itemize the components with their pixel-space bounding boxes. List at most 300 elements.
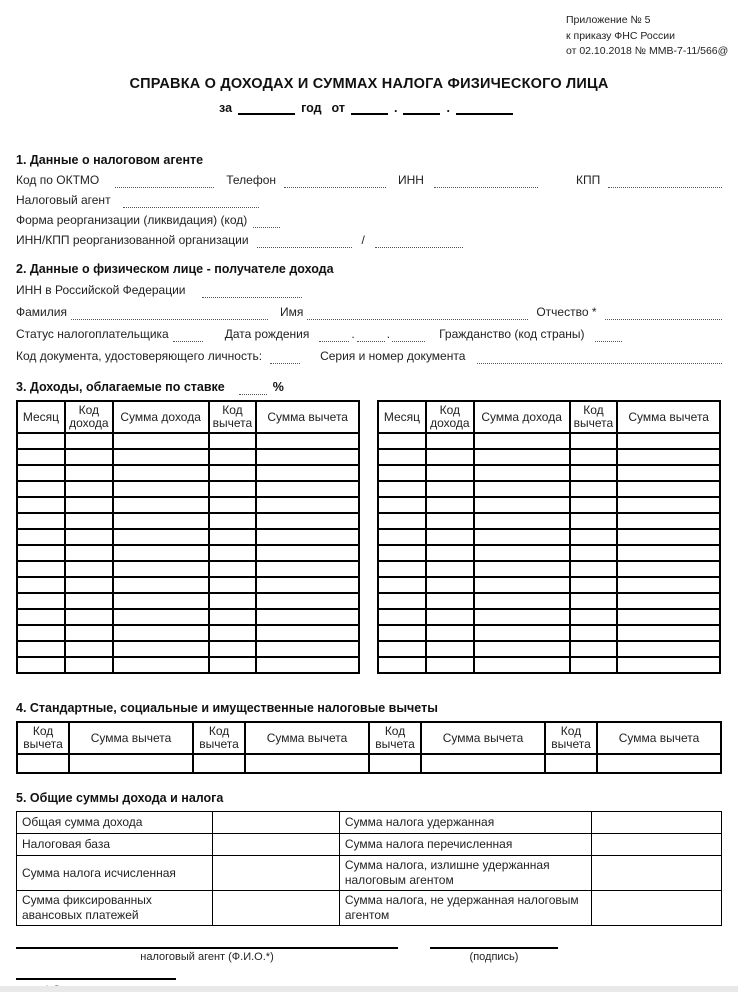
table-row — [17, 545, 359, 561]
empty-cell — [378, 481, 426, 497]
empty-cell — [570, 625, 618, 641]
empty-cell — [474, 449, 570, 465]
col-income-sum: Сумма дохода — [474, 401, 570, 433]
empty-cell — [474, 545, 570, 561]
form-period-line — [16, 101, 722, 115]
empty-cell — [65, 641, 113, 657]
empty-cell — [426, 593, 474, 609]
col-deduct-code: Код вычета — [209, 401, 257, 433]
date-dot: . — [446, 101, 450, 115]
col-deduct-code: Код вычета — [545, 722, 597, 754]
empty-cell — [17, 497, 65, 513]
empty-cell — [426, 529, 474, 545]
empty-cell — [65, 433, 113, 449]
label-citizenship: Гражданство (код страны) — [439, 327, 585, 341]
date-dot: . — [393, 101, 398, 115]
empty-cell — [378, 561, 426, 577]
col-deduct-code: Код вычета — [570, 401, 618, 433]
section3-heading: 3. Доходы, облагаемые по ставке — [16, 380, 225, 394]
empty-cell — [570, 609, 618, 625]
blank-doc-number — [477, 353, 722, 364]
empty-cell — [617, 513, 720, 529]
empty-cell — [570, 497, 618, 513]
empty-cell — [617, 577, 720, 593]
empty-cell — [209, 465, 257, 481]
footnote-rule — [16, 978, 176, 980]
col-deduct-sum: Сумма вычета — [421, 722, 545, 754]
section1-heading: 1. Данные о налоговом агенте — [16, 153, 204, 167]
field-row — [16, 173, 722, 188]
empty-cell — [17, 625, 65, 641]
empty-cell — [212, 812, 339, 834]
empty-cell — [474, 609, 570, 625]
empty-cell — [570, 449, 618, 465]
label-doc-code: Код документа, удостоверяющего личность: — [16, 349, 263, 363]
empty-cell — [17, 465, 65, 481]
empty-cell — [426, 481, 474, 497]
table-row — [17, 513, 359, 529]
empty-cell — [426, 625, 474, 641]
section4-heading: 4. Стандартные, социальные и имущественные налоговые вычеты — [16, 701, 438, 715]
empty-cell — [256, 529, 359, 545]
table-row — [17, 625, 359, 641]
empty-cell — [113, 561, 209, 577]
total-label: Сумма налога, не удержанная налоговым агентом — [339, 891, 591, 926]
total-label: Сумма налога перечисленная — [339, 834, 591, 856]
empty-cell — [378, 545, 426, 561]
label-reorg-innkpp: ИНН/КПП реорганизованной организации — [16, 233, 249, 247]
label-ot: от — [331, 101, 345, 115]
col-income-code: Код дохода — [426, 401, 474, 433]
table-row — [378, 593, 720, 609]
empty-cell — [256, 513, 359, 529]
table-row — [17, 609, 359, 625]
blank-inn — [434, 177, 538, 188]
table-row — [17, 433, 359, 449]
empty-cell — [113, 609, 209, 625]
label-patronymic: Отчество * — [536, 305, 597, 319]
empty-cell — [474, 625, 570, 641]
empty-cell — [113, 449, 209, 465]
blank-surname — [71, 309, 268, 320]
blank-tax-agent — [123, 197, 259, 208]
empty-cell — [617, 497, 720, 513]
blank-month — [403, 103, 440, 115]
empty-cell — [378, 449, 426, 465]
empty-cell — [617, 593, 720, 609]
table-row — [17, 657, 359, 673]
total-label: Сумма налога, излишне удержанная налоговым агентом — [339, 856, 591, 891]
empty-cell — [209, 593, 257, 609]
label-taxpayer-status: Статус налогоплательщика — [16, 327, 169, 341]
empty-cell — [256, 609, 359, 625]
signature-line — [430, 947, 558, 949]
table-row — [378, 657, 720, 673]
empty-cell — [378, 497, 426, 513]
blank-firstname — [307, 309, 528, 320]
table-row — [17, 593, 359, 609]
empty-cell — [421, 754, 545, 773]
total-label: Сумма фиксированных авансовых платежей — [17, 891, 213, 926]
empty-cell — [113, 497, 209, 513]
table-row — [17, 561, 359, 577]
section2-heading: 2. Данные о физическом лице - получателе дохода — [16, 262, 334, 276]
blank-reorg-form — [253, 217, 280, 228]
col-deduct-sum: Сумма вычета — [617, 401, 720, 433]
empty-cell — [209, 561, 257, 577]
empty-cell — [617, 481, 720, 497]
table-row — [17, 834, 722, 856]
field-row — [16, 349, 722, 364]
empty-cell — [256, 625, 359, 641]
empty-cell — [426, 433, 474, 449]
empty-cell — [17, 449, 65, 465]
label-god: год — [301, 101, 322, 115]
empty-cell — [570, 529, 618, 545]
table-row — [17, 891, 722, 926]
empty-cell — [17, 609, 65, 625]
empty-cell — [474, 465, 570, 481]
empty-cell — [113, 433, 209, 449]
empty-cell — [378, 657, 426, 673]
empty-cell — [65, 449, 113, 465]
empty-cell — [617, 561, 720, 577]
date-dot: . — [386, 327, 391, 341]
table-row — [378, 577, 720, 593]
empty-cell — [592, 891, 722, 926]
empty-cell — [256, 561, 359, 577]
col-deduct-sum: Сумма вычета — [245, 722, 369, 754]
date-dot: . — [351, 327, 355, 341]
table-row — [378, 529, 720, 545]
empty-cell — [209, 609, 257, 625]
empty-cell — [256, 657, 359, 673]
empty-cell — [209, 625, 257, 641]
blank-phone — [284, 177, 386, 188]
blank-reorg-kpp — [375, 237, 463, 248]
table-row — [378, 481, 720, 497]
col-deduct-sum: Сумма вычета — [69, 722, 193, 754]
annex-line-2: к приказу ФНС России — [566, 29, 675, 42]
signature-agent-caption: налоговый агент (Ф.И.О.*) — [140, 951, 274, 963]
label-oktmo: Код по ОКТМО — [16, 173, 100, 187]
empty-cell — [113, 657, 209, 673]
label-birthdate: Дата рождения — [224, 327, 310, 341]
blank-taxpayer-status — [173, 331, 203, 342]
income-table-right — [377, 400, 721, 674]
blank-oktmo — [115, 177, 214, 188]
empty-cell — [193, 754, 245, 773]
empty-cell — [426, 465, 474, 481]
empty-cell — [617, 465, 720, 481]
empty-cell — [592, 834, 722, 856]
col-deduct-code: Код вычета — [17, 722, 69, 754]
empty-cell — [617, 545, 720, 561]
empty-cell — [212, 856, 339, 891]
empty-cell — [426, 449, 474, 465]
empty-cell — [378, 529, 426, 545]
empty-cell — [570, 561, 618, 577]
empty-cell — [426, 657, 474, 673]
table-row — [17, 449, 359, 465]
empty-cell — [17, 529, 65, 545]
empty-cell — [65, 561, 113, 577]
total-label: Общая сумма дохода — [17, 812, 213, 834]
empty-cell — [426, 577, 474, 593]
empty-cell — [256, 433, 359, 449]
empty-cell — [113, 593, 209, 609]
blank-kpp — [608, 177, 722, 188]
col-deduct-code: Код вычета — [369, 722, 421, 754]
empty-cell — [378, 513, 426, 529]
empty-cell — [378, 433, 426, 449]
deductions-table — [16, 721, 722, 774]
income-tables — [16, 400, 722, 674]
empty-cell — [209, 449, 257, 465]
empty-cell — [474, 513, 570, 529]
signature-line — [16, 947, 398, 949]
empty-cell — [113, 641, 209, 657]
empty-cell — [209, 657, 257, 673]
empty-cell — [65, 577, 113, 593]
blank-doc-code — [270, 353, 300, 364]
annex-line-3: от 02.10.2018 № ММВ-7-11/566@ — [566, 45, 729, 57]
blank-birth-month — [357, 331, 385, 342]
empty-cell — [65, 481, 113, 497]
empty-cell — [570, 577, 618, 593]
empty-cell — [209, 577, 257, 593]
empty-cell — [65, 465, 113, 481]
empty-cell — [212, 891, 339, 926]
empty-cell — [474, 561, 570, 577]
col-income-sum: Сумма дохода — [113, 401, 209, 433]
empty-cell — [17, 481, 65, 497]
empty-cell — [113, 465, 209, 481]
total-label: Сумма налога исчисленная — [17, 856, 213, 891]
empty-cell — [474, 641, 570, 657]
empty-cell — [378, 625, 426, 641]
empty-cell — [570, 481, 618, 497]
col-deduct-sum: Сумма вычета — [597, 722, 721, 754]
empty-cell — [17, 545, 65, 561]
empty-cell — [617, 449, 720, 465]
col-month: Месяц — [378, 401, 426, 433]
totals-table — [16, 811, 722, 926]
empty-cell — [65, 609, 113, 625]
empty-cell — [617, 433, 720, 449]
table-header-row — [378, 401, 720, 433]
empty-cell — [209, 497, 257, 513]
field-row — [16, 305, 722, 320]
empty-cell — [17, 641, 65, 657]
empty-cell — [113, 577, 209, 593]
empty-cell — [113, 513, 209, 529]
empty-cell — [17, 561, 65, 577]
empty-cell — [65, 593, 113, 609]
empty-cell — [378, 641, 426, 657]
empty-cell — [617, 625, 720, 641]
field-row — [16, 327, 722, 342]
section3-heading-row — [16, 380, 722, 395]
table-row — [378, 449, 720, 465]
blank-citizenship — [595, 331, 622, 342]
col-deduct-code: Код вычета — [193, 722, 245, 754]
form-title: СПРАВКА О ДОХОДАХ И СУММАХ НАЛОГА ФИЗИЧЕСКОГО ЛИЦА — [129, 76, 609, 92]
table-row — [17, 577, 359, 593]
empty-cell — [65, 625, 113, 641]
table-header-row — [17, 401, 359, 433]
empty-cell — [617, 641, 720, 657]
empty-cell — [65, 513, 113, 529]
field-row — [16, 213, 722, 228]
signature-agent-block — [16, 947, 398, 963]
table-row — [17, 497, 359, 513]
empty-cell — [209, 481, 257, 497]
slash-separator: / — [361, 233, 365, 247]
empty-cell — [570, 513, 618, 529]
table-row — [378, 545, 720, 561]
empty-cell — [17, 433, 65, 449]
empty-cell — [256, 481, 359, 497]
table-row — [378, 433, 720, 449]
empty-cell — [617, 657, 720, 673]
empty-cell — [256, 449, 359, 465]
table-header-row — [17, 722, 721, 754]
empty-cell — [426, 545, 474, 561]
signature-area — [16, 947, 722, 963]
table-row — [17, 465, 359, 481]
label-firstname: Имя — [279, 305, 304, 319]
empty-cell — [378, 465, 426, 481]
blank-birth-day — [319, 331, 349, 342]
label-inn: ИНН — [398, 173, 424, 187]
empty-cell — [17, 657, 65, 673]
empty-cell — [256, 641, 359, 657]
label-tax-agent: Налоговый агент — [16, 193, 111, 207]
section5-heading: 5. Общие суммы дохода и налога — [16, 791, 224, 805]
empty-cell — [256, 545, 359, 561]
field-row — [16, 233, 722, 248]
empty-cell — [17, 593, 65, 609]
table-row — [378, 497, 720, 513]
table-row — [378, 465, 720, 481]
empty-cell — [65, 657, 113, 673]
total-label: Налоговая база — [17, 834, 213, 856]
table-row — [378, 641, 720, 657]
empty-cell — [69, 754, 193, 773]
annex-reference — [566, 13, 728, 60]
empty-cell — [209, 529, 257, 545]
empty-cell — [65, 497, 113, 513]
empty-cell — [426, 513, 474, 529]
empty-cell — [113, 481, 209, 497]
empty-cell — [378, 609, 426, 625]
label-doc-number: Серия и номер документа — [320, 349, 466, 363]
empty-cell — [113, 529, 209, 545]
field-row — [16, 193, 722, 208]
empty-cell — [592, 812, 722, 834]
empty-cell — [369, 754, 421, 773]
empty-cell — [256, 577, 359, 593]
label-surname: Фамилия — [16, 305, 67, 319]
label-phone: Телефон — [226, 173, 277, 187]
blank-inn-rf — [202, 287, 302, 298]
table-row — [17, 856, 722, 891]
table-row — [378, 609, 720, 625]
empty-cell — [113, 545, 209, 561]
table-row — [17, 812, 722, 834]
empty-cell — [617, 609, 720, 625]
empty-cell — [570, 593, 618, 609]
table-row — [378, 513, 720, 529]
empty-cell — [378, 577, 426, 593]
table-row — [378, 625, 720, 641]
empty-cell — [256, 465, 359, 481]
empty-cell — [570, 657, 618, 673]
empty-cell — [17, 754, 69, 773]
table-row — [17, 641, 359, 657]
blank-patronymic — [605, 309, 723, 320]
table-row — [17, 529, 359, 545]
label-reorg-form: Форма реорганизации (ликвидация) (код) — [16, 213, 248, 227]
blank-year2 — [456, 103, 513, 115]
signature-sign-block — [430, 947, 558, 963]
page-bottom-edge — [0, 986, 738, 992]
empty-cell — [592, 856, 722, 891]
empty-cell — [17, 513, 65, 529]
empty-cell — [209, 433, 257, 449]
empty-cell — [474, 481, 570, 497]
blank-birth-year — [392, 331, 425, 342]
empty-cell — [545, 754, 597, 773]
field-row — [16, 283, 722, 298]
label-inn-rf: ИНН в Российской Федерации — [16, 283, 186, 297]
empty-cell — [209, 641, 257, 657]
empty-cell — [474, 433, 570, 449]
empty-cell — [245, 754, 369, 773]
empty-cell — [570, 641, 618, 657]
table-row — [17, 754, 721, 773]
col-income-code: Код дохода — [65, 401, 113, 433]
blank-day — [351, 103, 388, 115]
col-month: Месяц — [17, 401, 65, 433]
col-deduct-sum: Сумма вычета — [256, 401, 359, 433]
empty-cell — [426, 561, 474, 577]
empty-cell — [378, 593, 426, 609]
label-kpp: КПП — [575, 173, 601, 187]
empty-cell — [65, 529, 113, 545]
empty-cell — [113, 625, 209, 641]
total-label: Сумма налога удержанная — [339, 812, 591, 834]
empty-cell — [597, 754, 721, 773]
empty-cell — [474, 529, 570, 545]
empty-cell — [570, 545, 618, 561]
label-za: за — [219, 101, 233, 115]
empty-cell — [474, 497, 570, 513]
annex-line-1: Приложение № 5 — [566, 14, 651, 26]
blank-reorg-inn — [257, 237, 352, 248]
empty-cell — [474, 657, 570, 673]
empty-cell — [474, 593, 570, 609]
empty-cell — [65, 545, 113, 561]
income-table-left — [16, 400, 360, 674]
empty-cell — [426, 497, 474, 513]
empty-cell — [617, 529, 720, 545]
blank-tax-rate — [239, 384, 267, 395]
empty-cell — [570, 433, 618, 449]
label-percent: % — [272, 380, 284, 394]
empty-cell — [212, 834, 339, 856]
